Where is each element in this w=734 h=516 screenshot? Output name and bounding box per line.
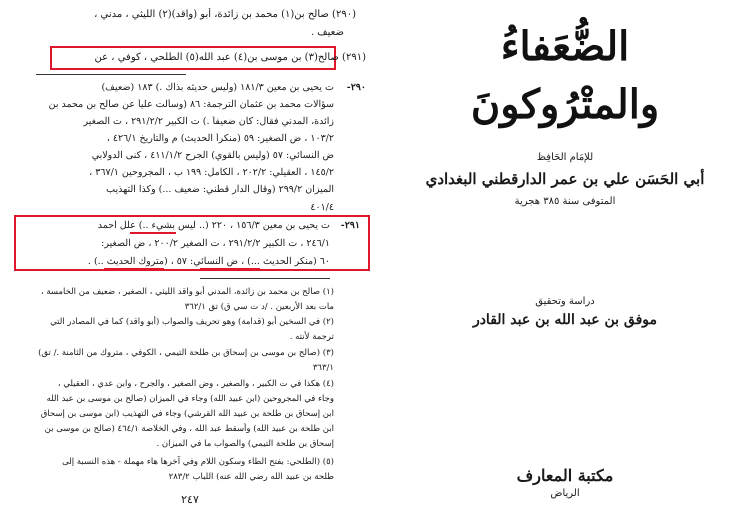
note-290-line: ت يحيى بن معين ١٨١/٣ (وليس حديثه بذاك .) ١٨٣ (ضعيف)	[101, 82, 334, 93]
note-290-line: زائدة، المدني فقال: كان ضعيفاً .) ت الكبير ٢٩١/٢/٢ ، ت الصغير	[83, 116, 334, 127]
note-290-line: ض النسائي: ٥٧ (وليس بالقوي) الجرح ٤١١/١/٢ ، كنى الدولابي	[91, 150, 334, 161]
editor-name: موفق بن عبد الله بن عبد القادر	[472, 312, 658, 328]
note-291-tag: ٢٩١-	[340, 220, 360, 231]
entry-290-grade: ضعيف .	[310, 27, 344, 38]
footnote-line: (٣) (صالح بن موسى بن إسحاق بن طلحة التيمي ، الكوفي ، متروك من الثامنة ./ تق)	[38, 348, 334, 358]
footnote-line: ابن طلحة بن عبيد الله) وأسقط عبد الله ، وفي الخلاصة ٤٦٤/١ (صالح بن موسى بن	[44, 424, 334, 434]
underline-mark	[200, 268, 260, 270]
right-page	[380, 0, 734, 516]
footnote-separator	[200, 278, 330, 279]
entry-291-line: (٢٩١) صالح(٣) بن موسى بن(٤) عبد الله(٥) الطلحي ، كوفي ، عن	[94, 52, 366, 63]
publisher-city: الرياض	[550, 488, 580, 499]
page-number: ٢٤٧	[181, 493, 199, 506]
note-291-line: ٦٠ (منكر الحديث ...) ، ض النسائي: ٥٧ ، (متروك الحديث ..) .	[87, 256, 330, 267]
death-date: المتوفى سنة ٣٨٥ هجرية	[514, 196, 616, 207]
footnote-line: (٤) هكذا في ت الكبير ، والصغير ، وض الصغير ، والجرح ، وابن عدي ، العقيلي ،	[57, 379, 334, 389]
footnote-separator	[36, 74, 186, 75]
note-290-line: ٤٠١/٤	[310, 202, 334, 213]
footnote-line: إسحاق بن طلحة التيمي) والصواب ما في الميزان .	[156, 439, 334, 449]
note-290-tag: ٢٩٠-	[346, 82, 366, 93]
footnote-line: مات بعد الأربعين . /د ت سي ق) تق ٣٦٢/١	[184, 302, 334, 312]
footnote-line: طلحة بن عبيد الله رضي الله عنه) اللباب ٢٨٣/٢	[168, 472, 334, 482]
author-name: أبي الحَسَن علي بن عمر الدارقطني البغدادي	[425, 170, 705, 188]
footnote-line: وجاء في المجروحين (ابن عبيد الله) وجاء في الميزان (صالح بن موسى بن عبد الله	[46, 394, 334, 404]
study-label: دراسة وتحقيق	[535, 296, 595, 307]
author-prefix: للإمَام الحَافِظ	[536, 152, 594, 163]
underline-mark	[104, 268, 164, 270]
footnote-line: (٢) في السخين أبو (قدامة) وهو تحريف والصواب (أبو واقد) كما في المصادر التي	[50, 317, 334, 327]
note-290-line: سؤالات محمد بن عثمان الترجمة: ٨٦ (وسألت علياً عن صالح بن محمد بن	[48, 99, 334, 110]
note-291-line: ت يحيى بن معين ١٥٦/٣ ، ٢٢٠ (.. ليس بشيء ..) علل أحمد	[97, 220, 330, 231]
underline-mark	[130, 232, 176, 234]
book-title: الضُّعَفاءُ والمتْرُوكونَ	[470, 23, 660, 128]
footnote-line: ابن إسحاق بن طلحة بن عبيد الله القرشي) وجاء في التهذيب (ابن موسى بن إسحاق	[40, 409, 334, 419]
footnote-line: ٣٦٣/١	[312, 363, 334, 373]
note-290-line: الميزان ٢٩٩/٢ (وقال الدار قطني: ضعيف ...) وكذا التهذيب	[106, 184, 334, 195]
note-290-line: ١٤٥/٢ ، العقيلي: ٢٠٢/٢ ، الكامل: ١٩٩ ب ، المجروحين ٣٦٧/١ ،	[89, 167, 334, 178]
entry-290-line: (٢٩٠) صالح بن(١) محمد بن زائدة، أبو (واقد)(٢) الليثي ، مدني ،	[94, 9, 356, 20]
footnote-line: (٥) (الطلحي: بفتح الطاء وسكون اللام وفي آخرها هاء مهملة - هذه النسبة إلى	[62, 457, 334, 467]
note-290-line: ١٠٣/٢ ، ض الصغير: ٥٩ (منكراً الحديث) م والتاريخ ٤٢٦/١ ،	[106, 133, 334, 144]
publisher-name: مكتبة المعارف	[516, 466, 614, 485]
footnote-line: (١) صالح بن محمد بن زائدة، المدني أبو واقد الليثي ، الصغير ، ضعيف من الخامسة ،	[40, 287, 334, 297]
note-291-line: ٢٤٦/١ ، ت الكبير ٢٩١/٢/٢ ، ت الصغير ٢٠٠/٢ ، ض الصغير:	[101, 238, 330, 249]
footnote-line: ترجمة لأنته .	[289, 332, 334, 342]
